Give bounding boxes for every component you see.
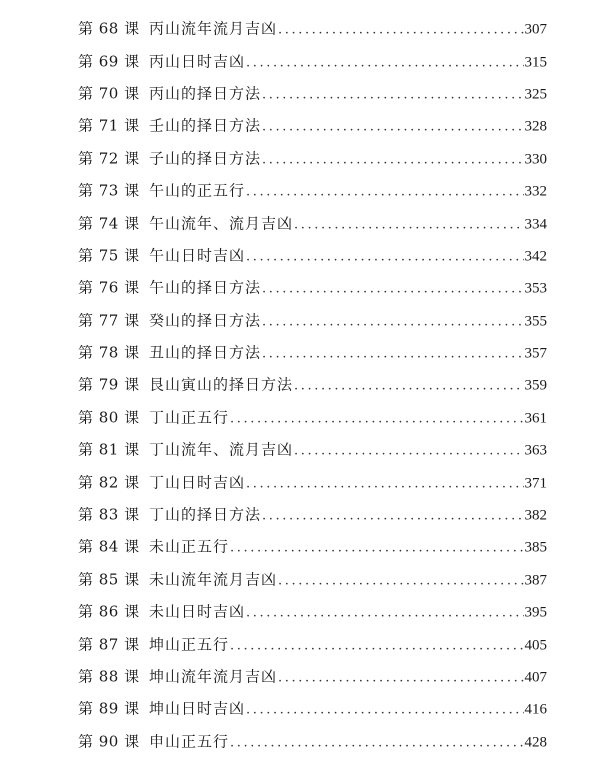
toc-entry[interactable]	[0, 109, 605, 141]
lesson-title: 未山正五行	[149, 537, 230, 556]
lesson-number: 第 77 课	[78, 311, 140, 330]
toc-entry[interactable]	[0, 725, 605, 757]
lesson-title: 午山流年、流月吉凶	[149, 214, 294, 233]
page-number: 328	[524, 118, 547, 135]
dot-leader	[230, 735, 523, 750]
lesson-title: 丁山正五行	[149, 408, 230, 427]
toc-entry[interactable]	[0, 660, 605, 692]
dot-leader	[262, 152, 523, 167]
lesson-number: 第 74 课	[78, 214, 140, 233]
toc-entry-line	[149, 18, 547, 39]
toc-entry[interactable]	[0, 304, 605, 336]
page-number: 353	[524, 280, 547, 297]
dot-leader	[294, 217, 523, 232]
lesson-number: 第 82 课	[78, 473, 140, 492]
lesson-number: 第 69 课	[78, 52, 140, 71]
dot-leader	[262, 120, 523, 135]
page-number: 387	[524, 572, 547, 589]
dot-leader	[262, 282, 523, 297]
lesson-title: 申山正五行	[149, 732, 230, 751]
page-number: 382	[524, 507, 547, 524]
toc-entry-line	[149, 115, 547, 136]
toc-entry-line	[149, 212, 547, 233]
lesson-title: 丙山流年流月吉凶	[149, 19, 278, 38]
dot-leader	[246, 185, 523, 200]
lesson-title: 午山日时吉凶	[149, 246, 246, 265]
lesson-title: 子山的择日方法	[149, 149, 262, 168]
lesson-number: 第 75 课	[78, 246, 140, 265]
lesson-title: 坤山日时吉凶	[149, 699, 246, 718]
toc-entry-line	[149, 601, 547, 622]
dot-leader	[262, 509, 523, 524]
toc-entry[interactable]	[0, 239, 605, 271]
page-number: 385	[524, 539, 547, 556]
toc-entry-line	[149, 504, 547, 525]
table-of-contents	[0, 12, 605, 757]
page-number: 325	[524, 86, 547, 103]
toc-entry[interactable]	[0, 692, 605, 724]
page-number: 405	[524, 637, 547, 654]
lesson-title: 丑山的择日方法	[149, 343, 262, 362]
toc-entry-line	[149, 568, 547, 589]
page-number: 359	[524, 377, 547, 394]
dot-leader	[262, 314, 523, 329]
toc-entry[interactable]	[0, 401, 605, 433]
dot-leader	[262, 347, 523, 362]
page-number: 330	[524, 151, 547, 168]
toc-entry[interactable]	[0, 433, 605, 465]
toc-entry-line	[149, 180, 547, 201]
lesson-number: 第 83 课	[78, 505, 140, 524]
toc-entry[interactable]	[0, 368, 605, 400]
dot-leader	[246, 476, 523, 491]
page-number: 315	[524, 54, 547, 71]
toc-entry-line	[149, 698, 547, 719]
toc-entry-line	[149, 147, 547, 168]
toc-entry-line	[149, 536, 547, 557]
lesson-title: 未山日时吉凶	[149, 602, 246, 621]
toc-entry[interactable]	[0, 530, 605, 562]
lesson-number: 第 90 课	[78, 732, 140, 751]
toc-entry-line	[149, 471, 547, 492]
lesson-number: 第 89 课	[78, 699, 140, 718]
lesson-title: 癸山的择日方法	[149, 311, 262, 330]
lesson-title: 壬山的择日方法	[149, 116, 262, 135]
page-number: 395	[524, 604, 547, 621]
dot-leader	[246, 703, 523, 718]
page-number: 332	[524, 183, 547, 200]
dot-leader	[246, 55, 523, 70]
lesson-title: 丁山日时吉凶	[149, 473, 246, 492]
lesson-title: 丁山的择日方法	[149, 505, 262, 524]
dot-leader	[230, 541, 523, 556]
toc-entry[interactable]	[0, 206, 605, 238]
toc-entry[interactable]	[0, 44, 605, 76]
lesson-number: 第 85 课	[78, 570, 140, 589]
lesson-number: 第 81 课	[78, 440, 140, 459]
lesson-number: 第 70 课	[78, 84, 140, 103]
toc-entry[interactable]	[0, 465, 605, 497]
lesson-number: 第 87 课	[78, 635, 140, 654]
toc-entry[interactable]	[0, 498, 605, 530]
dot-leader	[294, 444, 523, 459]
lesson-title: 丙山日时吉凶	[149, 52, 246, 71]
lesson-number: 第 73 课	[78, 181, 140, 200]
lesson-title: 艮山寅山的择日方法	[149, 375, 294, 394]
toc-entry[interactable]	[0, 12, 605, 44]
page-number: 355	[524, 313, 547, 330]
page-number: 428	[524, 734, 547, 751]
lesson-title: 坤山流年流月吉凶	[149, 667, 278, 686]
dot-leader	[278, 23, 523, 38]
toc-entry[interactable]	[0, 174, 605, 206]
page-number: 407	[524, 669, 547, 686]
lesson-number: 第 86 课	[78, 602, 140, 621]
page-number: 363	[524, 442, 547, 459]
lesson-title: 未山流年流月吉凶	[149, 570, 278, 589]
toc-entry-line	[149, 633, 547, 654]
lesson-title: 午山的正五行	[149, 181, 246, 200]
lesson-title: 丙山的择日方法	[149, 84, 262, 103]
toc-entry-line	[149, 342, 547, 363]
page-number: 371	[524, 475, 547, 492]
toc-entry-line	[149, 244, 547, 265]
toc-entry-line	[149, 50, 547, 71]
dot-leader	[262, 87, 523, 102]
lesson-number: 第 76 课	[78, 278, 140, 297]
toc-entry-line	[149, 666, 547, 687]
page-number: 357	[524, 345, 547, 362]
lesson-title: 午山的择日方法	[149, 278, 262, 297]
toc-entry-line	[149, 82, 547, 103]
lesson-number: 第 68 课	[78, 19, 140, 38]
lesson-number: 第 84 课	[78, 537, 140, 556]
dot-leader	[278, 671, 523, 686]
toc-entry[interactable]	[0, 336, 605, 368]
lesson-title: 坤山正五行	[149, 635, 230, 654]
lesson-number: 第 72 课	[78, 149, 140, 168]
dot-leader	[294, 379, 523, 394]
toc-entry-line	[149, 730, 547, 751]
lesson-number: 第 80 课	[78, 408, 140, 427]
dot-leader	[230, 411, 523, 426]
dot-leader	[278, 573, 523, 588]
toc-entry[interactable]	[0, 595, 605, 627]
lesson-title: 丁山流年、流月吉凶	[149, 440, 294, 459]
lesson-number: 第 79 课	[78, 375, 140, 394]
page-number: 416	[524, 701, 547, 718]
toc-entry-line	[149, 406, 547, 427]
lesson-number: 第 78 课	[78, 343, 140, 362]
dot-leader	[246, 606, 523, 621]
lesson-number: 第 88 课	[78, 667, 140, 686]
toc-entry[interactable]	[0, 77, 605, 109]
page-number: 307	[524, 21, 547, 38]
page-number: 342	[524, 248, 547, 265]
page-number: 361	[524, 410, 547, 427]
toc-entry-line	[149, 439, 547, 460]
toc-entry-line	[149, 277, 547, 298]
page-number: 334	[524, 216, 547, 233]
toc-entry[interactable]	[0, 563, 605, 595]
toc-entry-line	[149, 309, 547, 330]
lesson-number: 第 71 课	[78, 116, 140, 135]
dot-leader	[230, 638, 523, 653]
toc-entry[interactable]	[0, 271, 605, 303]
dot-leader	[246, 249, 523, 264]
toc-entry[interactable]	[0, 627, 605, 659]
toc-entry[interactable]	[0, 142, 605, 174]
toc-entry-line	[149, 374, 547, 395]
